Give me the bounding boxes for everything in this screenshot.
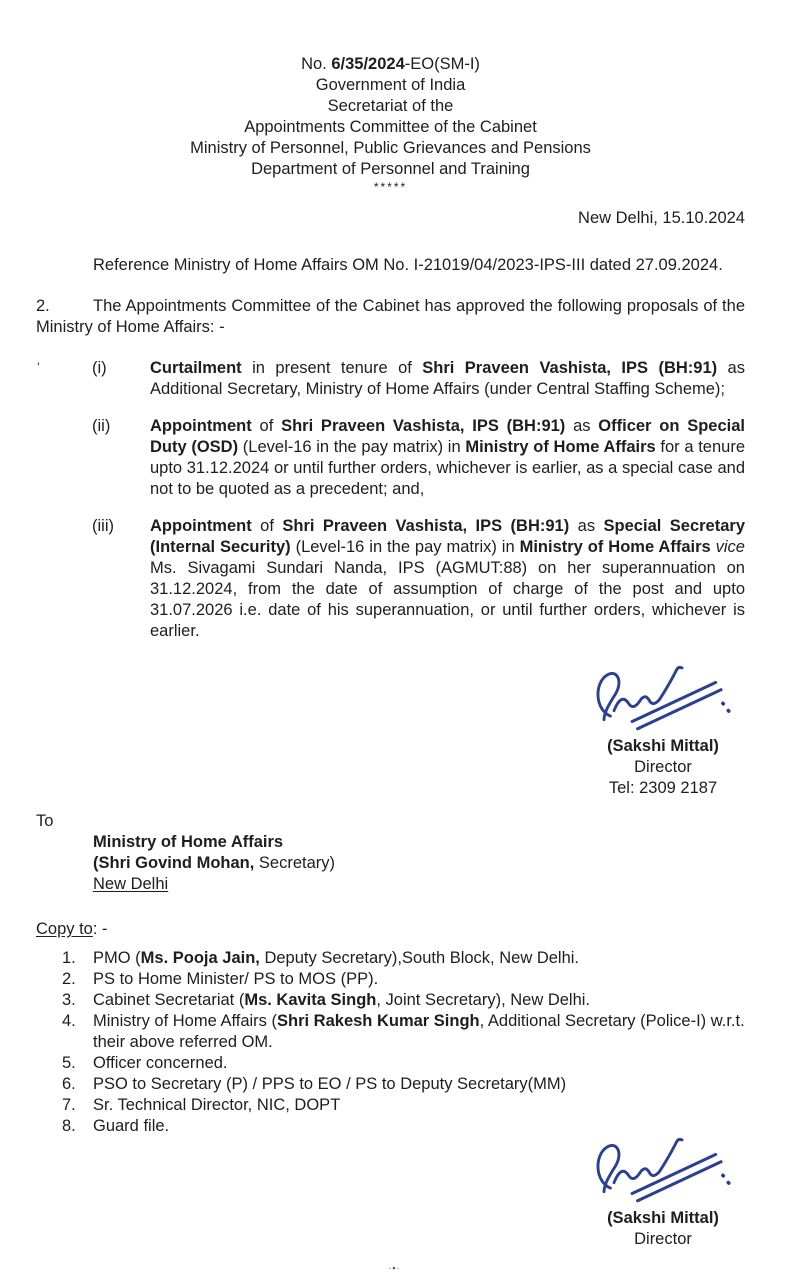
copy-to-item [36, 990, 745, 1011]
recipient-city: New Delhi [93, 875, 169, 893]
item-text: Ministry of Home Affairs (Shri Rakesh Kumar Singh, Additional Secretary (Police-I) w.r.t. their above referred OM. [93, 1012, 745, 1051]
proposal-item [36, 516, 745, 642]
signature-block-bottom [573, 1130, 753, 1250]
item-number: 6. [62, 1075, 76, 1093]
item-number: 4. [62, 1012, 76, 1030]
ink-artifact: ‘ [37, 359, 40, 374]
signature-block-top [573, 658, 753, 799]
signature-image [575, 658, 751, 736]
item-number: 1. [62, 949, 76, 967]
signature-image [575, 1130, 751, 1208]
proposal-label: (iii) [92, 517, 114, 535]
proposal-text: Appointment of Shri Praveen Vashista, IPS (BH:91) as Special Secretary (Internal Security) (Level-16 in the pay matrix) in Ministry of Home Affairs vice Ms. Sivagami Sundari Nanda, IPS (AGMUT:88) on her superannuation on 31.12.2024, from the date of assumption of charge of the post and upto 31.07.2026 i.e. date of his superannuation, or until further orders, whichever is earlier. [150, 517, 745, 640]
proposal-label: (ii) [92, 417, 111, 435]
paragraph-number: 2. [36, 297, 50, 315]
letterhead-line: Government of India [315, 76, 466, 94]
footer-mark: ·▪· [388, 1263, 401, 1273]
separator-stars: ***** [373, 180, 408, 194]
copy-to-list [36, 948, 745, 1137]
item-text: Cabinet Secretariat (Ms. Kavita Singh, Joint Secretary), New Delhi. [93, 991, 591, 1009]
item-text: PMO (Ms. Pooja Jain, Deputy Secretary),South Block, New Delhi. [93, 949, 580, 967]
item-number: 2. [62, 970, 76, 988]
paragraph-2-text: The Appointments Committee of the Cabinet has approved the following proposals of the Ministry of Home Affairs: - [36, 297, 745, 336]
copy-to-item [36, 1095, 745, 1116]
item-number: 5. [62, 1054, 76, 1072]
proposal-item [36, 358, 745, 400]
proposal-item [36, 416, 745, 500]
reference-number-suffix: -EO(SM-I) [404, 55, 480, 73]
recipient-person: (Shri Govind Mohan, Secretary) [93, 854, 336, 872]
signatory-title: Director [634, 758, 692, 776]
signatory-name: (Sakshi Mittal) [607, 1209, 719, 1227]
letterhead-line: Department of Personnel and Training [251, 160, 530, 178]
letterhead-line: Secretariat of the [327, 97, 454, 115]
letterhead-line: Appointments Committee of the Cabinet [244, 118, 537, 136]
signatory-title: Director [634, 1230, 692, 1248]
to-section [36, 811, 745, 895]
reference-number [36, 54, 745, 75]
item-text: Guard file. [93, 1117, 170, 1135]
item-text: Officer concerned. [93, 1054, 228, 1072]
copy-to-item [36, 1011, 745, 1053]
reference-number-prefix: No. [301, 55, 332, 73]
copy-to-label: Copy to: - [36, 920, 108, 938]
recipient-org: Ministry of Home Affairs [93, 833, 284, 851]
signatory-name: (Sakshi Mittal) [607, 737, 719, 755]
proposal-label: (i) [92, 359, 107, 377]
letterhead [36, 54, 745, 194]
letterhead-line: Ministry of Personnel, Public Grievances and Pensions [190, 139, 591, 157]
paragraph-2 [36, 296, 745, 338]
proposal-text: Appointment of Shri Praveen Vashista, IPS (BH:91) as Officer on Special Duty (OSD) (Level-16 in the pay matrix) in Ministry of Home Affairs for a tenure upto 31.12.2024 or until further orders, whichever is earlier, as a special case and not to be quoted as a precedent; and, [150, 417, 745, 498]
proposal-text: Curtailment in present tenure of Shri Praveen Vashista, IPS (BH:91) as Additional Secretary, Ministry of Home Affairs (under Central Staffing Scheme); [150, 359, 745, 398]
reference-paragraph: Reference Ministry of Home Affairs OM No. I-21019/04/2023-IPS-III dated 27.09.2024. [93, 256, 723, 274]
copy-to-item [36, 969, 745, 990]
dateline: New Delhi, 15.10.2024 [578, 209, 745, 227]
recipient-address [93, 832, 745, 895]
item-text: PS to Home Minister/ PS to MOS (PP). [93, 970, 379, 988]
copy-to-item [36, 1074, 745, 1095]
item-number: 3. [62, 991, 76, 1009]
reference-number-bold: 6/35/2024 [331, 55, 405, 73]
item-text: Sr. Technical Director, NIC, DOPT [93, 1096, 341, 1114]
signatory-tel: Tel: 2309 2187 [608, 779, 718, 797]
to-label: To [36, 812, 54, 830]
item-number: 8. [62, 1117, 76, 1135]
item-text: PSO to Secretary (P) / PPS to EO / PS to Deputy Secretary(MM) [93, 1075, 567, 1093]
item-number: 7. [62, 1096, 76, 1114]
copy-to-item [36, 948, 745, 969]
proposals-list [36, 358, 745, 642]
copy-to-item [36, 1053, 745, 1074]
